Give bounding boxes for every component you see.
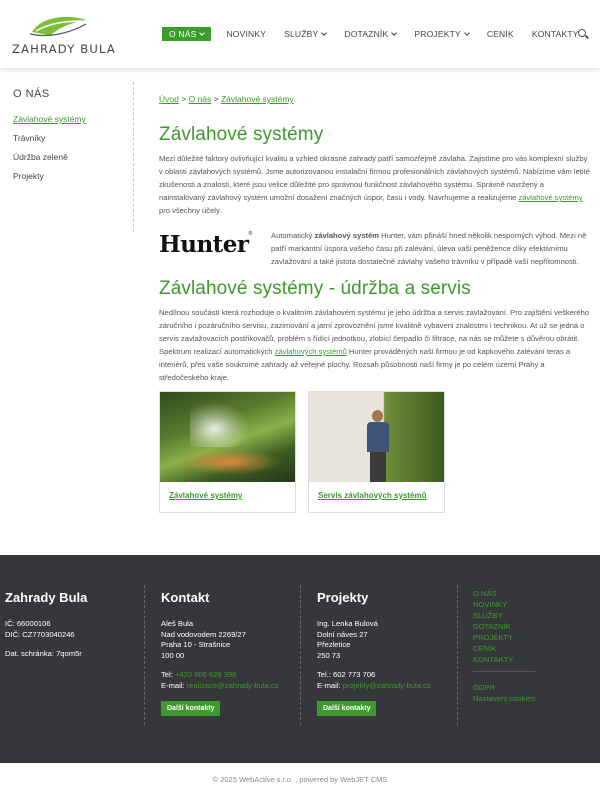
project-street: Dolní náves 27 [317,629,368,639]
card-zavlahove-systemy[interactable] [159,391,296,513]
project-email [317,681,431,692]
nav-label: SLUŽBY [284,29,319,39]
nav-label: O NÁS [169,29,197,39]
service-paragraph [159,306,591,384]
contact-street: Nad vodovodem 2269/27 [161,629,246,639]
card-image-service[interactable] [309,392,444,482]
nav-item-cenik[interactable] [487,27,514,41]
footer-link-novinky[interactable]: NOVINKY [473,600,508,609]
sidebar [13,88,128,190]
hunter-section [159,229,591,268]
company-datbox: Dat. schránka: 7qom5r [5,649,82,658]
nav-item-projekty[interactable] [414,27,468,41]
email-label: E-mail: [317,680,343,690]
site-header [0,0,600,68]
nav-label: NOVINKY [226,29,267,39]
chevron-down-icon [392,30,398,36]
card-servis[interactable] [308,391,445,513]
intro-text: Mezi důležité faktory ovlivňující kvalitu a vzhled okrasné zahrady patří samozřejmě závlaha. Zajistíme pro vás komplexní služby v oblasti závlahových systémů. Jsme autorizovanou instalační firmou profesionálních závlahových systémů. Nabízíme vám letité zkušenosti a znalosti, které jsou velice důležité pro správnou funkčnost závlahového systému. Správně navržený a nainstalovaný závlahový systém umožní dosažení značných úspor, času i vody. Navrhujeme a realizujeme [159,154,590,202]
footer-links [473,588,535,704]
card-link[interactable]: Závlahové systémy [169,491,243,500]
chevron-down-icon [322,30,328,36]
nav-item-kontakty[interactable] [532,27,579,41]
contact-name: Aleš Bula [161,619,194,628]
contact-email [161,681,278,692]
project-city: Přezletice [317,640,351,649]
footer-link-gdpr[interactable]: GDPR [473,683,495,692]
footer-link-o-nas[interactable]: O NÁS [473,589,497,598]
site-logo[interactable] [12,12,116,56]
sidebar-item-zavlahove-systemy[interactable]: Závlahové systémy [13,114,86,124]
footer-links-divider [473,671,535,672]
hunter-logo [159,229,271,268]
company-dic: DIČ: CZ7703040246 [5,629,75,639]
hunter-logo-text: Hunter [159,231,249,258]
breadcrumb [159,94,591,104]
footer-link-cookies[interactable]: Nastavení cookies [473,694,536,703]
sidebar-item-projekty[interactable]: Projekty [13,171,44,181]
nav-label: PROJEKTY [414,29,461,39]
footer-divider [457,585,458,725]
nav-label: KONTAKTY [531,29,579,39]
project-zip: 250 73 [317,650,341,660]
intro-paragraph [159,152,591,217]
footer-title: Projekty [317,590,369,605]
intro-text-end: pro všechny účely. [159,206,222,215]
intro-link[interactable]: závlahové systémy [518,193,583,202]
hunter-text-end: Hunter, vám přináší hned několik nesporných výhod. Mezi ně patří markantní úspora vašeho času při zalévání, úleva vaší peněžence díky efektivnímu zavlažování a také jistota dostatečné závlahy vašeho trávníku v případě vaší nepřítomnosti. [271,231,587,266]
contact-city: Praha 10 - Strašnice [161,640,231,649]
breadcrumb-separator: > [213,94,219,104]
hunter-paragraph [271,229,591,268]
footer-title: Zahrady Bula [5,590,88,605]
card-image-sprinkler[interactable] [160,392,295,482]
sidebar-item-udrzba-zelene[interactable]: Údržba zeleně [13,152,68,162]
search-icon[interactable] [578,29,586,37]
footer-divider [144,585,145,725]
sidebar-divider [133,82,134,232]
page-title: Závlahové systémy [159,124,324,145]
footer-link-dotaznik[interactable]: DOTAZNÍK [473,622,511,631]
section-title: Závlahové systémy - údržba a servis [159,278,471,299]
hunter-text: Automatický [271,231,315,240]
footer-link-cenik[interactable]: CENÍK [473,644,497,653]
site-footer [0,555,600,763]
email-link[interactable]: realizace@zahrady-bula.cz [186,680,279,690]
sidebar-item-travniky[interactable]: Trávníky [13,133,46,143]
footer-title: Kontakt [161,590,210,605]
breadcrumb-link-uvod[interactable]: Úvod [159,94,179,104]
nav-label: CENÍK [486,29,514,39]
footer-col-projekty [317,590,431,716]
leaf-logo-icon [28,12,88,40]
breadcrumb-separator: > [181,94,187,104]
tel-label: Tel: [161,670,175,679]
service-text-end: Hunter prováděných naší firmou je od kapkového zalévání teras a interiérů, přes vaše soukromé zahrady až veřejné plochy. Rozsah působnosti naší firmy je po celém území Prahy a středočeského kraje. [159,347,571,382]
card-link[interactable]: Servis závlahových systémů [318,491,427,500]
footer-link-kontakty[interactable]: KONTAKTY [473,655,514,664]
contact-tel [161,670,278,681]
project-name: Ing. Lenka Bulová [317,619,378,628]
service-text: Nedílnou součástí která rozhoduje o kvalitním závlahovém systému je jeho údržba a servis zavlažování. Pro zajištění veškerého záručního i pozáručního servisu, zazimování a jarní zprovoznění jsme kvalitně vybaveni znalostmi i technikou. At už se jedná o servis zavlažovacích postřikovačů, problém s řídící jednotkou, zlobící čerpadlo či filtrace, na nás se můžete s důvěrou obrátit. Spektrum realizací automatických [159,308,590,356]
sidebar-title: O NÁS [13,88,50,100]
worker-figure [367,410,389,482]
service-link[interactable]: závlahových systémů [274,347,347,356]
chevron-down-icon [200,30,206,36]
registered-icon: ® [248,231,253,237]
footer-link-projekty[interactable]: PROJEKTY [473,633,514,642]
footer-divider [300,585,301,725]
footer-col-company [5,590,87,660]
more-contacts-button[interactable]: Další kontakty [161,701,220,716]
nav-item-dotaznik[interactable] [344,27,396,41]
contact-zip: 100 00 [161,650,185,660]
project-tel: Tel.: 602 773 706 [317,670,376,679]
email-label: E-mail: [161,680,187,690]
hunter-bold-text: závlahový systém [314,231,380,240]
company-ic: IČ: 66000106 [5,619,51,628]
more-contacts-button[interactable]: Další kontakty [317,701,376,716]
copyright: © 2025 WebActive s.r.o. , powered by WebJET CMS [212,775,388,784]
nav-item-o-nas[interactable] [162,27,211,41]
breadcrumb-link-current[interactable]: Závlahové systémy [220,94,294,104]
email-link[interactable]: projekty@zahrady-bula.cz [342,680,431,690]
nav-item-sluzby[interactable] [284,27,326,41]
main-content [159,94,591,513]
nav-item-novinky[interactable] [226,27,266,41]
cards [159,391,591,513]
footer-link-sluzby[interactable]: SLUŽBY [473,611,503,620]
tel-link[interactable]: +420 606 626 396 [174,670,237,679]
breadcrumb-link-o-nas[interactable]: O nás [188,94,212,104]
nav-label: DOTAZNÍK [344,29,389,39]
main-nav [162,27,597,41]
logo-text: ZAHRADY BULA [12,42,116,56]
chevron-down-icon [464,30,470,36]
footer-col-kontakt [161,590,278,716]
